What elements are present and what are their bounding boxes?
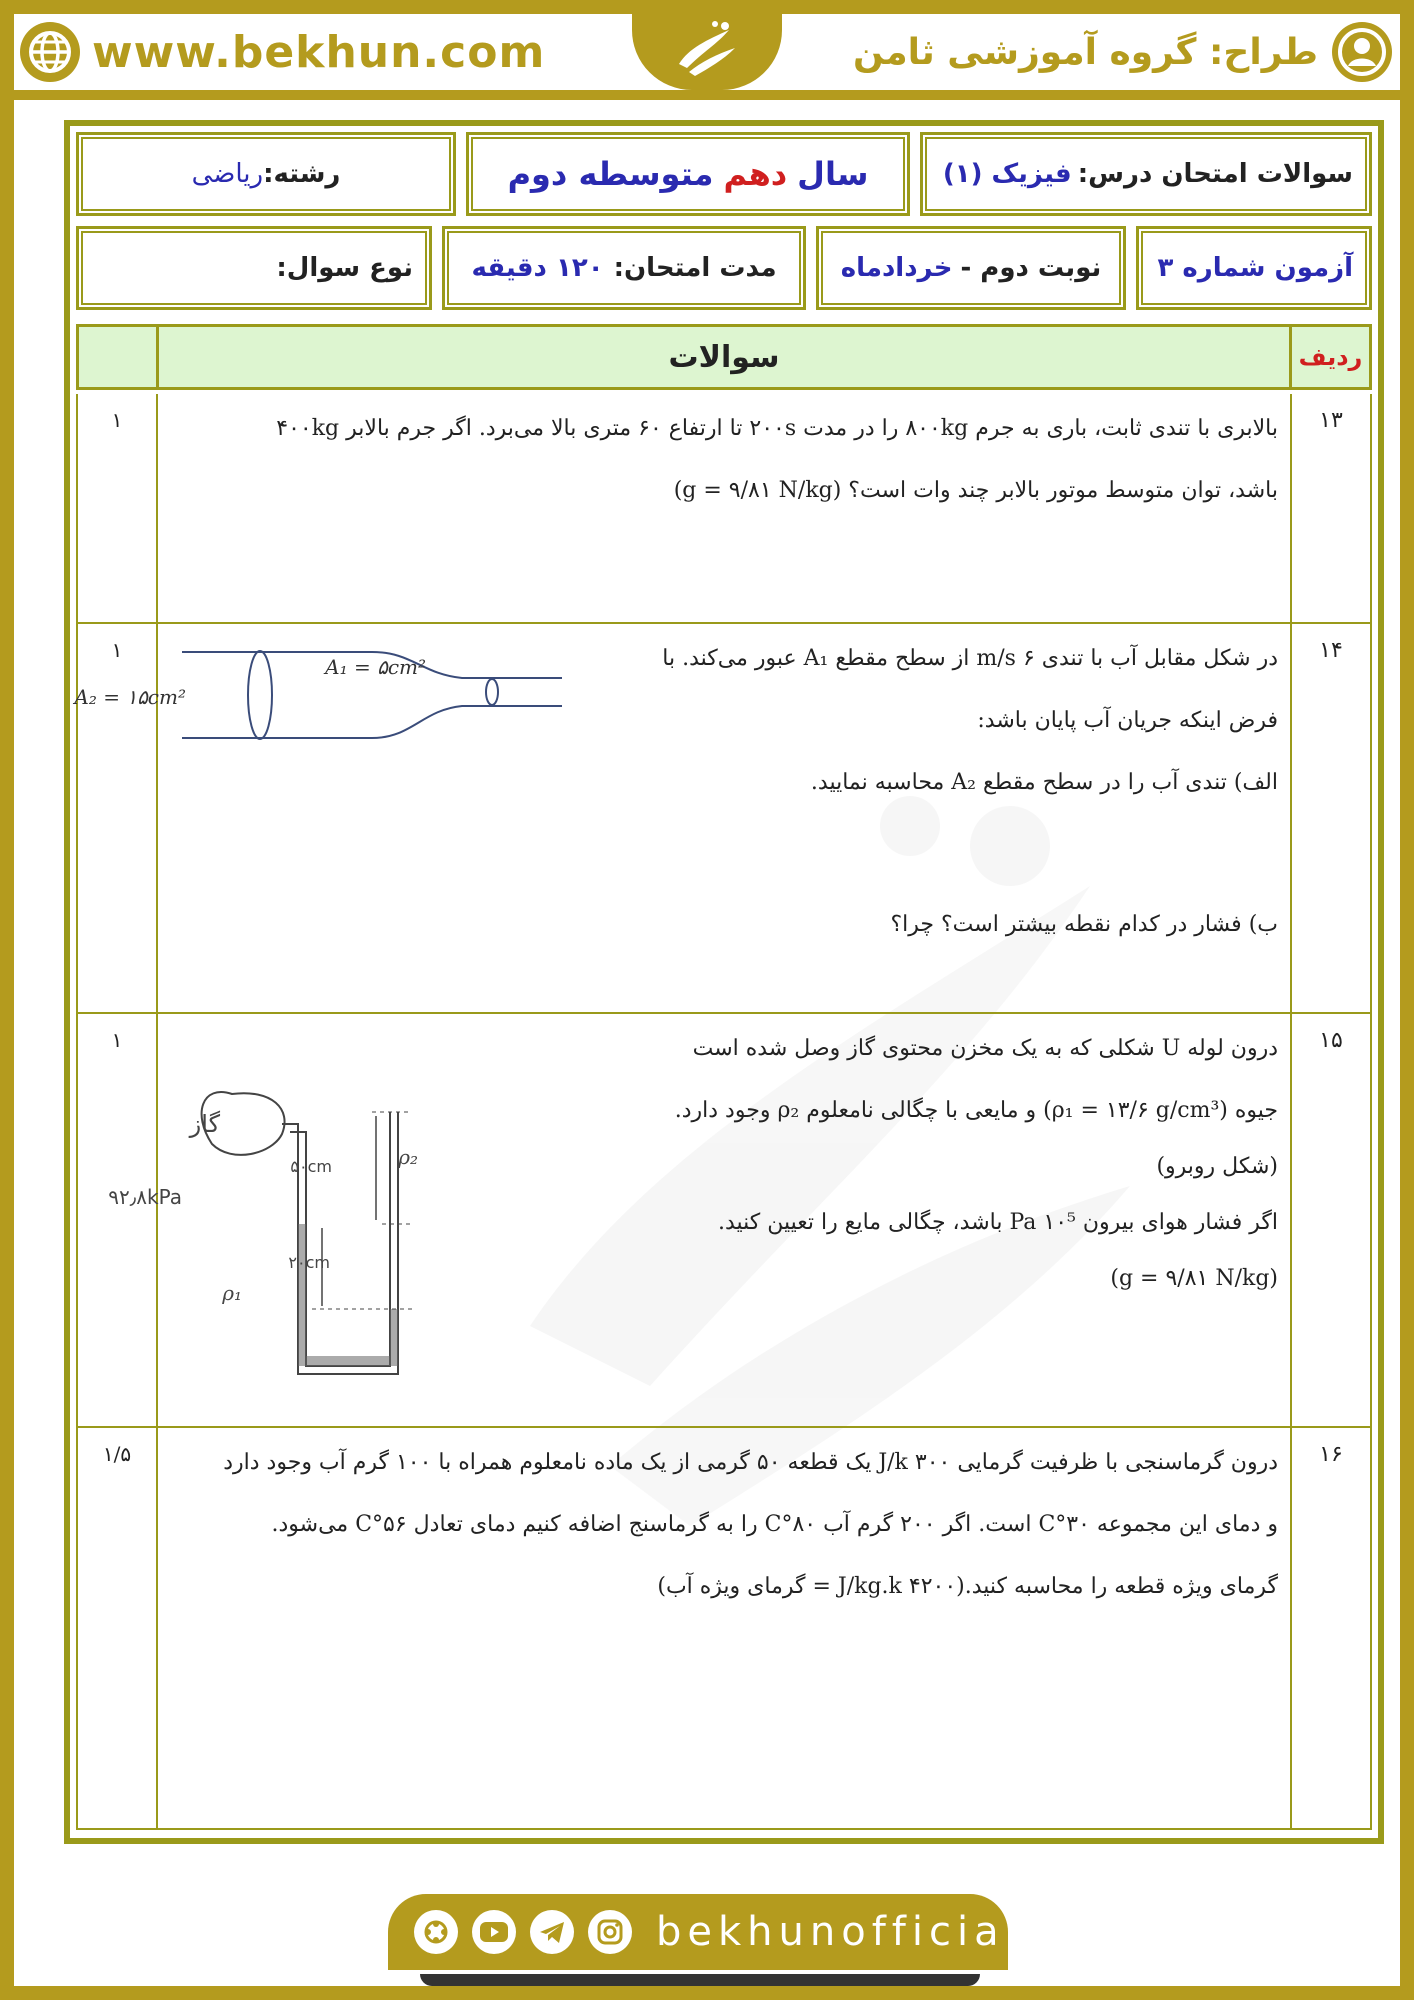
- question-text: [74, 624, 1290, 1012]
- telegram-icon[interactable]: [530, 1910, 574, 1954]
- duration-label: مدت امتحان:: [613, 253, 777, 283]
- pipe-figure: [74, 634, 572, 754]
- exam-number-cell: [1136, 226, 1372, 310]
- question-line: در شکل مقابل آب با تندی ۶ m/s از سطح مقطع A₁ عبور می‌کند. با: [662, 646, 1278, 671]
- question-line: گرمای ویژه قطعه را محاسبه کنید.(۴۲۰۰ J/kg.k = گرمای ویژه آب): [657, 1574, 1278, 1599]
- question-line: درون لوله U شکلی که به یک مخزن محتوی گاز وصل شده است: [692, 1036, 1278, 1061]
- instagram-icon[interactable]: [588, 1910, 632, 1954]
- youtube-icon[interactable]: [472, 1910, 516, 1954]
- exam-number: آزمون شماره ۳: [1157, 253, 1353, 283]
- globe-icon: [20, 22, 80, 82]
- pipe-diagram: [74, 634, 572, 754]
- question-number: ۱۳: [1290, 394, 1370, 622]
- field-cell: [76, 132, 456, 216]
- field-value: ریاضی: [191, 159, 264, 189]
- question-line: باشد، توان متوسط موتور بالابر چند وات است؟ (g = ۹/۸۱ N/kg): [673, 478, 1278, 503]
- gas-label: گاز: [189, 1110, 220, 1138]
- designer-label: طراح: گروه آموزشی ثامن: [852, 31, 1318, 73]
- social-handle[interactable]: bekhunofficial: [656, 1909, 1022, 1955]
- duration-value: ۱۲۰ دقیقه: [471, 253, 604, 283]
- course-value: فیزیک (۱): [942, 159, 1072, 189]
- question-number: ۱۶: [1290, 1428, 1370, 1828]
- score-column-header: [79, 327, 159, 387]
- question-number: ۱۴: [1290, 624, 1370, 1012]
- grade-part-3: متوسطه دوم: [507, 155, 714, 193]
- header-row-1: [76, 132, 1372, 216]
- field-label: رشته:: [263, 159, 341, 189]
- question-row-15: [76, 1014, 1372, 1428]
- question-number: ۱۵: [1290, 1014, 1370, 1426]
- question-line: الف) تندی آب را در سطح مقطع A₂ محاسبه نمایید.: [810, 770, 1278, 795]
- social-footer: [388, 1894, 1022, 1970]
- top-divider: [14, 90, 1400, 100]
- user-circle-icon: [1332, 22, 1392, 82]
- rho1-label: ρ₁: [222, 1281, 242, 1305]
- question-line: اگر فشار هوای بیرون ۱۰⁵ Pa باشد، چگالی مایع را تعیین کنید.: [717, 1210, 1278, 1235]
- row-column-header: ردیف: [1289, 327, 1369, 387]
- duration-cell: [442, 226, 806, 310]
- website-url[interactable]: www.bekhun.com: [92, 26, 546, 78]
- questions-header: [76, 324, 1372, 390]
- header-row-2: [76, 226, 1372, 310]
- course-label: سوالات امتحان درس:: [1077, 159, 1353, 189]
- question-line: و دمای این مجموعه ۳۰°C است. اگر ۲۰۰ گرم آب ۸۰°C را به گرماسنج اضافه کنیم دمای تعادل ۵۶°C می‌شود.: [271, 1512, 1278, 1537]
- course-cell: [920, 132, 1372, 216]
- footer-shadow: [420, 1974, 980, 1986]
- question-line: ب) فشار در کدام نقطه بیشتر است؟ چرا؟: [890, 912, 1278, 937]
- question-text: [108, 1014, 1290, 1426]
- height-50: ۵۰cm: [290, 1157, 332, 1176]
- questions-column-header: سوالات: [159, 327, 1289, 387]
- question-line: فرض اینکه جریان آب پایان باشد:: [977, 708, 1278, 733]
- question-line: جیوه (ρ₁ = ۱۳/۶ g/cm³) و مایعی با چگالی نامعلوم ρ₂ وجود دارد.: [674, 1098, 1278, 1123]
- term-part-2: خردادماه: [840, 253, 953, 283]
- rho2-label: ρ₂: [398, 1145, 418, 1169]
- gas-pressure: ۹۲٫۸kPa: [108, 1185, 182, 1209]
- question-row-14: [76, 624, 1372, 1014]
- question-text: [158, 394, 1290, 622]
- question-score: ۱: [78, 624, 158, 1012]
- question-line: (شکل روبرو): [1156, 1154, 1278, 1179]
- u-tube-diagram: [108, 1054, 472, 1404]
- question-type-label: نوع سوال:: [276, 253, 413, 283]
- top-bar: [14, 14, 1400, 90]
- grade-cell: [466, 132, 910, 216]
- question-text: [158, 1428, 1290, 1828]
- grade-part-1: سال: [797, 155, 869, 193]
- question-row-13: [76, 394, 1372, 624]
- question-line: بالابری با تندی ثابت، باری به جرم ۸۰۰kg را در مدت ۲۰۰s تا ارتفاع ۶۰ متری بالا می‌برد. اگر جرم بالابر ۴۰۰kg: [276, 416, 1278, 441]
- question-score: ۱: [78, 394, 158, 622]
- u-tube-figure: [108, 1054, 472, 1404]
- question-line: (g = ۹/۸۱ N/kg): [1110, 1266, 1278, 1291]
- question-type-cell: [76, 226, 432, 310]
- question-score: ۱: [78, 1014, 158, 1426]
- aparat-icon[interactable]: [414, 1910, 458, 1954]
- question-score: ۱/۵: [78, 1428, 158, 1828]
- label-a1: A₁ = ۵cm²: [325, 655, 426, 679]
- question-row-16: [76, 1428, 1372, 1830]
- term-cell: [816, 226, 1126, 310]
- logo-badge: [632, 12, 782, 90]
- page-content: [14, 14, 1400, 1986]
- grade-part-2: دهم: [723, 155, 788, 193]
- term-part-1: نوبت دوم -: [960, 253, 1102, 283]
- bekhun-logo-icon: [667, 18, 747, 84]
- website-block[interactable]: [20, 22, 545, 82]
- question-line: درون گرماسنجی با ظرفیت گرمایی ۳۰۰ J/k یک قطعه ۵۰ گرمی از یک ماده نامعلوم همراه با ۱۰۰ گرم آب وجود دارد: [223, 1450, 1278, 1475]
- exam-sheet: [64, 120, 1384, 1844]
- height-20: ۲۰cm: [288, 1253, 330, 1272]
- label-a2: A₂ = ۱۵cm²: [74, 685, 186, 709]
- designer-block: [853, 22, 1392, 82]
